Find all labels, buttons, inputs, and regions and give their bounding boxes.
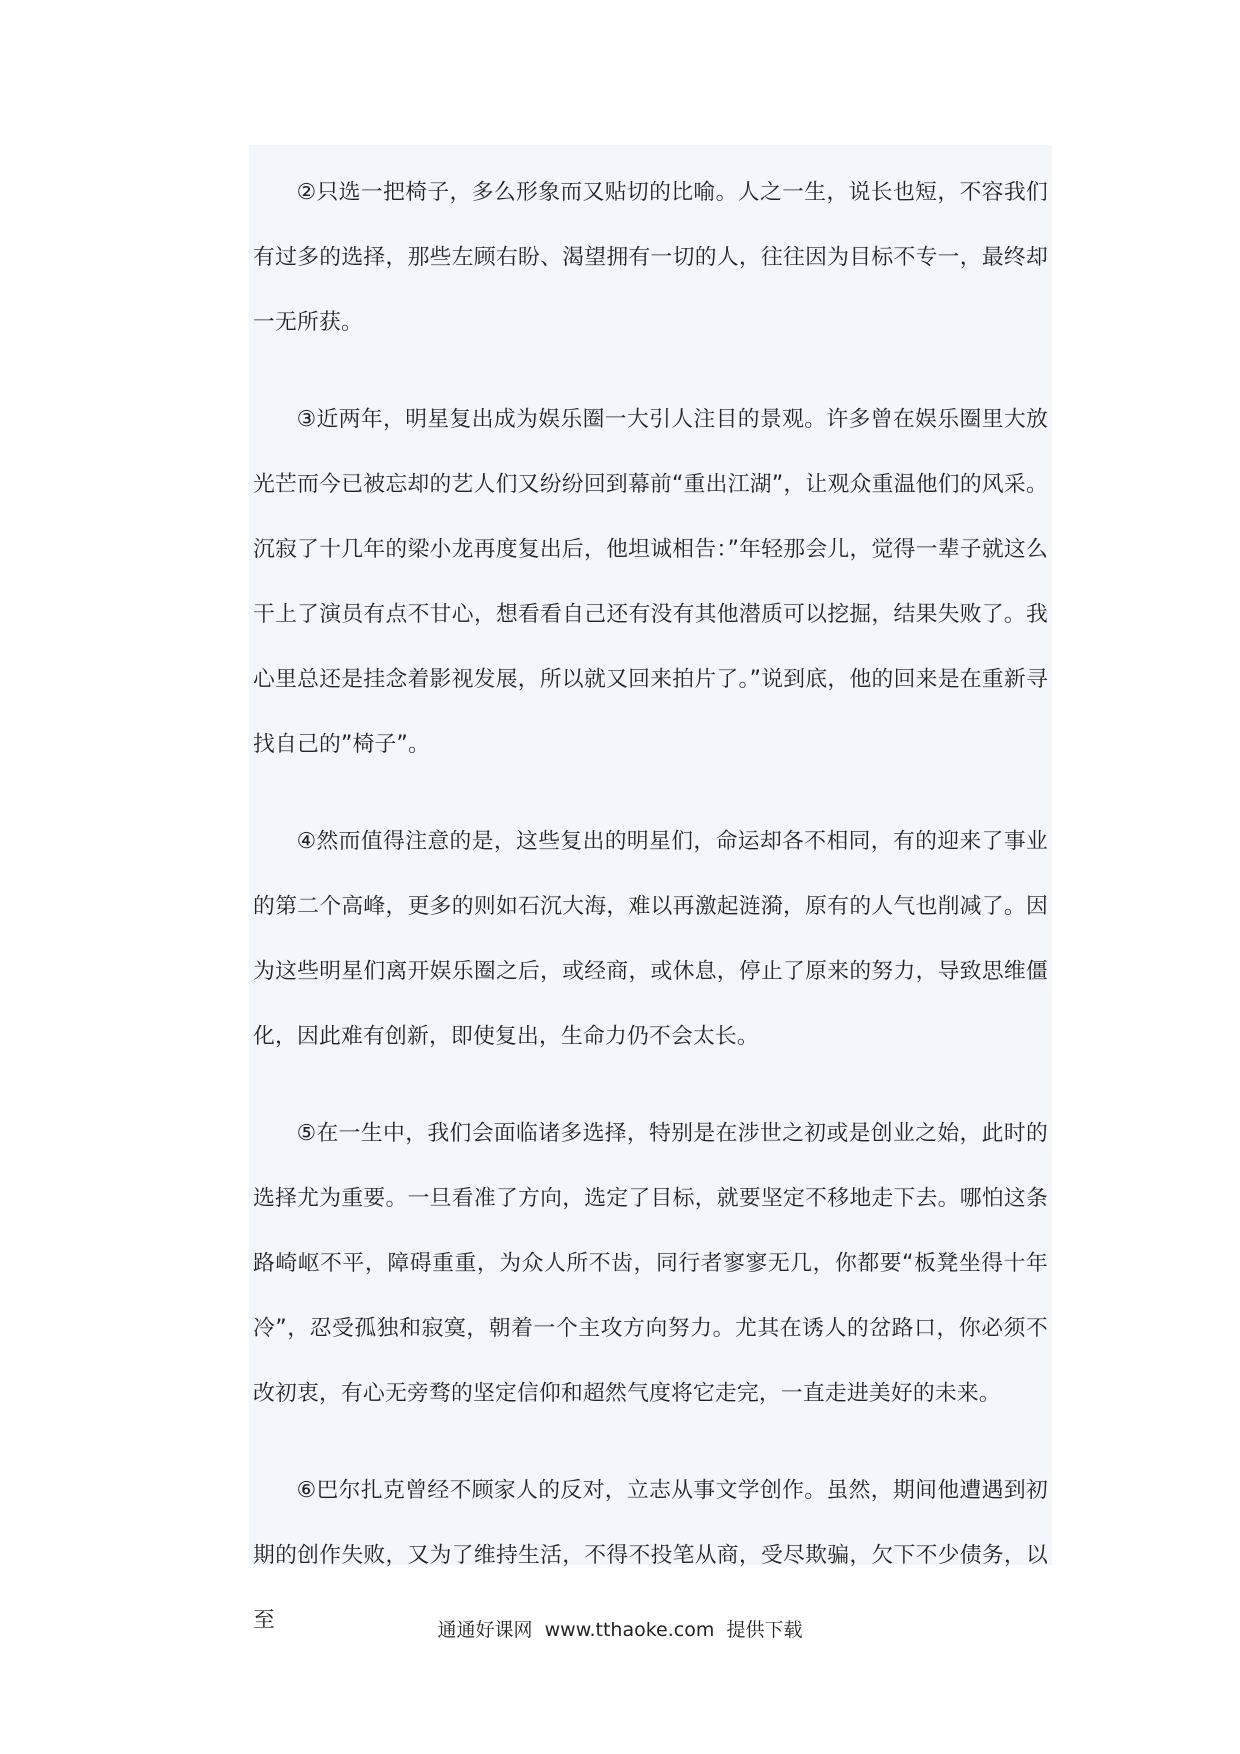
paragraph-3: ③近两年，明星复出成为娱乐圈一大引人注目的景观。许多曾在娱乐圈里大放光芒而今已被忘却的艺人们又纷纷回到幕前“重出江湖”，让观众重温他们的风采。沉寂了十几年的梁小龙再度复出后，他坦诚相告：”年轻那会儿，觉得一辈子就这么干上了演员有点不甘心，想看看自己还有没有其他潜质可以挖掘，结果失败了。我心里总还是挂念着影视发展，所以就又回来拍片了。”说到底，他的回来是在重新寻找自己的”椅子”。 (253, 407, 1048, 757)
footer-credit: 通通好课网 www.tthaoke.com 提供下载 (437, 1619, 803, 1641)
paragraph-4: ④然而值得注意的是，这些复出的明星们，命运却各不相同，有的迎来了事业的第二个高峰，更多的则如石沉大海，难以再激起涟漪，原有的人气也削减了。因为这些明星们离开娱乐圈之后，或经商，或休息，停止了原来的努力，导致思维僵化，因此难有创新，即使复出，生命力仍不会太长。 (253, 829, 1048, 1049)
paragraph-6: ⑥巴尔扎克曾经不顾家人的反对，立志从事文学创作。虽然，期间他遭遇到初期的创作失败，又为了维持生活，不得不投笔从商，受尽欺骗，欠下不少债务，以至 (253, 1478, 1048, 1633)
paragraph-5: ⑤在一生中，我们会面临诸多选择，特别是在涉世之初或是创业之始，此时的选择尤为重要。一旦看准了方向，选定了目标，就要坚定不移地走下去。哪怕这条路崎岖不平，障碍重重，为众人所不齿，同行者寥寥无几，你都要“板凳坐得十年冷”，忍受孤独和寂寞，朝着一个主攻方向努力。尤其在诱人的岔路口，你必须不改初衷，有心无旁骛的坚定信仰和超然气度将它走完，一直走进美好的未来。 (253, 1121, 1048, 1406)
paragraph-2: ②只选一把椅子，多么形象而又贴切的比喻。人之一生，说长也短，不容我们有过多的选择，那些左顾右盼、渴望拥有一切的人，往往因为目标不专一，最终却一无所获。 (253, 180, 1048, 335)
